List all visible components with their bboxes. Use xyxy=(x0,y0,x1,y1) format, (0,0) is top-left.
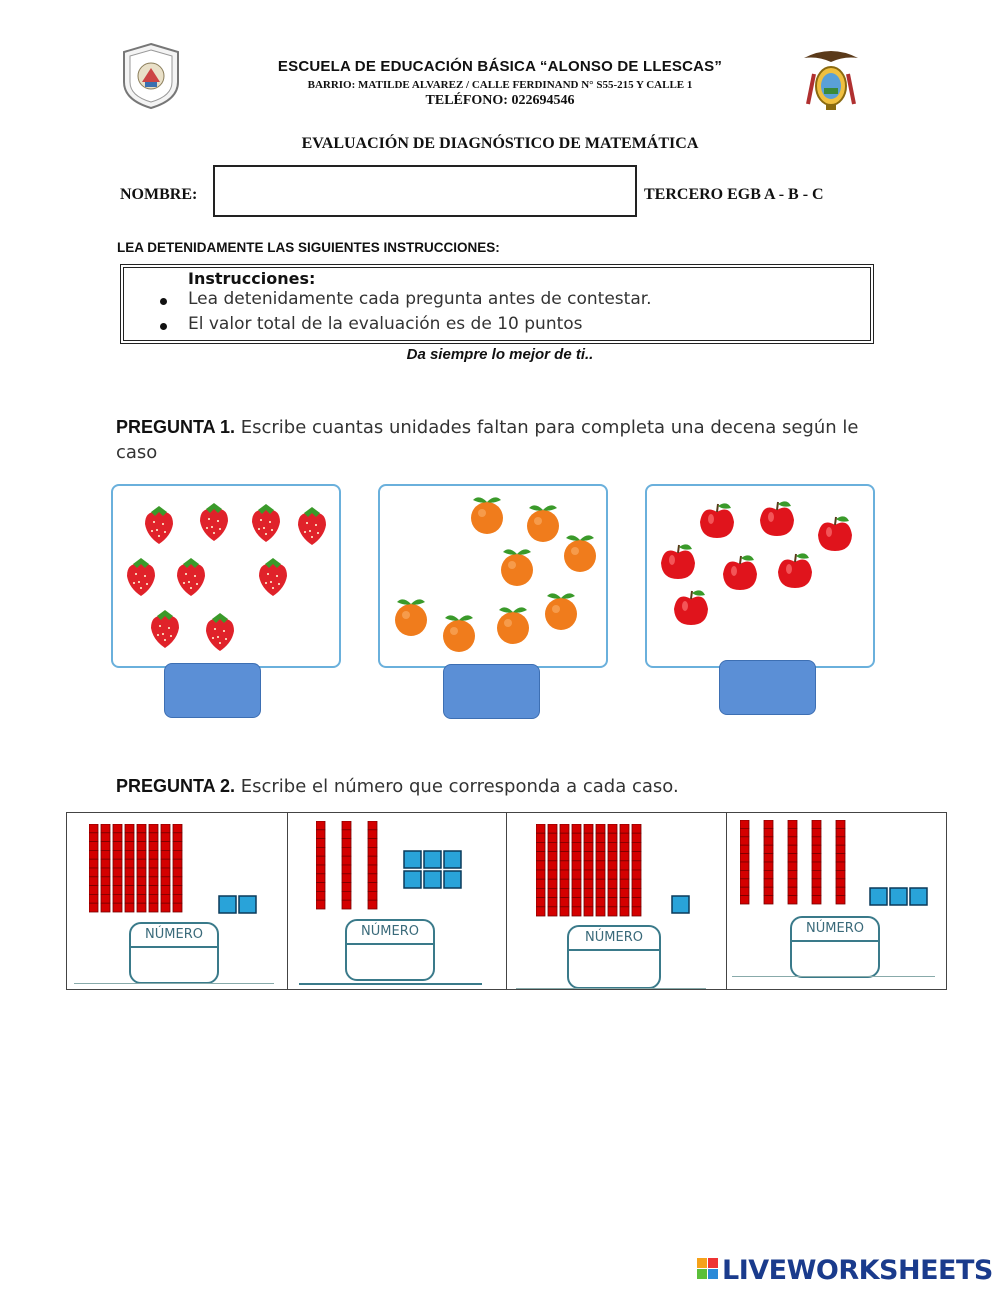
number-box-1[interactable] xyxy=(129,922,219,984)
number-box-2[interactable] xyxy=(345,919,435,981)
ten-rod xyxy=(536,824,545,916)
ten-rod xyxy=(608,824,617,916)
base-ten-blocks-3 xyxy=(536,824,736,929)
question-2-instruction: Escribe el número que corresponda a cada caso. xyxy=(240,776,679,797)
ten-rod xyxy=(572,824,581,916)
unit-cube xyxy=(910,888,927,905)
unit-cube xyxy=(404,851,421,868)
apple-icon xyxy=(661,544,695,579)
base-ten-blocks-1 xyxy=(89,824,289,929)
ten-rod xyxy=(173,824,182,912)
orange-icon xyxy=(501,549,533,586)
question-1-line1: Escribe cuantas unidades faltan para completa una decena según le xyxy=(240,417,859,438)
orange-icon xyxy=(527,505,559,542)
grade-label: TERCERO EGB A - B - C xyxy=(644,186,824,203)
unit-cube xyxy=(672,896,689,913)
ten-rod xyxy=(548,824,557,916)
school-name: ESCUELA DE EDUCACIÓN BÁSICA “ALONSO DE LLESCAS” xyxy=(277,58,723,75)
ten-rod xyxy=(101,824,110,912)
base-ten-svg xyxy=(536,824,736,924)
ten-rod xyxy=(764,820,773,904)
name-label: NOMBRE: xyxy=(120,186,198,203)
baseline xyxy=(74,983,274,984)
strawberry-icon xyxy=(200,503,228,541)
unit-cube xyxy=(444,871,461,888)
base-ten-svg xyxy=(316,821,516,921)
ten-rod xyxy=(740,820,749,904)
evaluation-title: EVALUACIÓN DE DIAGNÓSTICO DE MATEMÁTICA xyxy=(301,135,699,152)
baseline xyxy=(299,983,482,985)
name-input[interactable] xyxy=(213,165,637,217)
ten-rod xyxy=(125,824,134,912)
ten-rod xyxy=(342,821,351,909)
apple-icon xyxy=(674,590,708,625)
answer-box-2[interactable] xyxy=(443,664,540,719)
unit-cube xyxy=(424,851,441,868)
unit-cube xyxy=(219,896,236,913)
strawberry-icon xyxy=(177,558,205,596)
baseline xyxy=(516,988,706,989)
strawberry-icon xyxy=(127,558,155,596)
number-label: NÚMERO xyxy=(792,918,878,942)
ten-rod xyxy=(113,824,122,912)
bullet-icon xyxy=(160,298,167,305)
question-1-line2: caso xyxy=(116,442,158,463)
apple-icon xyxy=(700,503,734,538)
fruit-box-strawberries xyxy=(111,484,341,668)
base-ten-svg xyxy=(740,820,940,920)
school-address: BARRIO: MATILDE ALVAREZ / CALLE FERDINAND N° S55-215 Y CALLE 1 xyxy=(307,79,693,91)
orange-icon xyxy=(564,535,596,572)
ten-rod xyxy=(836,820,845,904)
ten-rod xyxy=(620,824,629,916)
fruit-box-apples xyxy=(645,484,875,668)
apple-icon xyxy=(760,501,794,536)
ten-rod xyxy=(149,824,158,912)
ten-rod xyxy=(596,824,605,916)
ten-rod xyxy=(368,821,377,909)
ten-rod xyxy=(89,824,98,912)
number-label: NÚMERO xyxy=(347,921,433,945)
ten-rod xyxy=(137,824,146,912)
strawberry-icon xyxy=(145,506,173,544)
orange-icon xyxy=(443,615,475,652)
base-ten-svg xyxy=(89,824,289,924)
unit-cube xyxy=(870,888,887,905)
strawberry-icon xyxy=(252,504,280,542)
bullet-icon xyxy=(160,323,167,330)
apple-icon xyxy=(818,516,852,551)
liveworksheets-logo: LIVEWORKSHEETS xyxy=(722,1255,993,1286)
instructions-title: Instrucciones: xyxy=(188,269,316,288)
strawberry-icon xyxy=(298,507,326,545)
instruction-item-1: Lea detenidamente cada pregunta antes de contestar. xyxy=(188,289,652,309)
strawberry-icon xyxy=(151,610,179,648)
baseline xyxy=(732,976,935,977)
school-phone: TELÉFONO: 022694546 xyxy=(425,93,575,108)
strawberry-icon xyxy=(259,558,287,596)
ten-rod xyxy=(632,824,641,916)
ten-rod xyxy=(788,820,797,904)
ten-rod xyxy=(316,821,325,909)
ten-rod xyxy=(161,824,170,912)
ten-rod xyxy=(584,824,593,916)
number-box-4[interactable] xyxy=(790,916,880,978)
orange-icon xyxy=(471,497,503,534)
fruit-box-oranges xyxy=(378,484,608,668)
ten-rod xyxy=(812,820,821,904)
answer-box-3[interactable] xyxy=(719,660,816,715)
apple-icon xyxy=(723,555,757,590)
question-2-text xyxy=(116,773,679,800)
number-box-3[interactable] xyxy=(567,925,661,989)
orange-icon xyxy=(545,593,577,630)
unit-cube xyxy=(424,871,441,888)
unit-cube xyxy=(404,871,421,888)
strawberry-icon xyxy=(206,613,234,651)
base-ten-blocks-4 xyxy=(740,820,940,925)
answer-box-1[interactable] xyxy=(164,663,261,718)
question-2-label: PREGUNTA 2. xyxy=(116,776,236,796)
unit-cube xyxy=(444,851,461,868)
unit-cube xyxy=(890,888,907,905)
base-ten-blocks-2 xyxy=(316,821,516,926)
instructions-heading: LEA DETENIDAMENTE LAS SIGUIENTES INSTRUCCIONES: xyxy=(117,240,500,255)
number-label: NÚMERO xyxy=(131,924,217,948)
ten-rod xyxy=(560,824,569,916)
number-label: NÚMERO xyxy=(569,927,659,951)
orange-icon xyxy=(497,607,529,644)
apple-icon xyxy=(778,553,812,588)
unit-cube xyxy=(239,896,256,913)
motto: Da siempre lo mejor de ti.. xyxy=(406,346,594,363)
orange-icon xyxy=(395,599,427,636)
question-1-text xyxy=(116,414,858,441)
question-1-label: PREGUNTA 1. xyxy=(116,417,236,437)
instruction-item-2: El valor total de la evaluación es de 10 puntos xyxy=(188,314,583,334)
